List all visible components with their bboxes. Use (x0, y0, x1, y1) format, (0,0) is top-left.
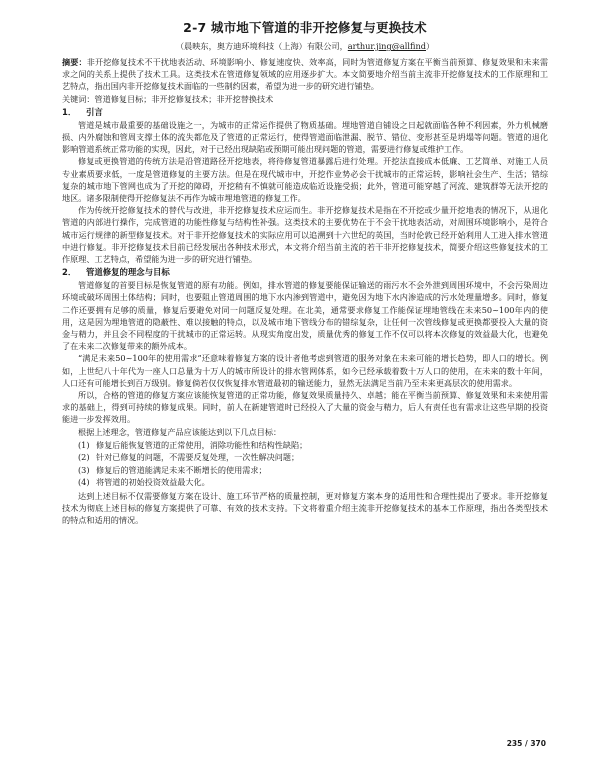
list-item (78, 464, 548, 476)
list-item-number: (2) (78, 452, 90, 463)
section-1-heading (62, 106, 548, 119)
section-2-heading (62, 266, 548, 279)
paragraph: “满足未来50~100年的使用需求”还意味着修复方案的设计者他考虑到管道的服务对象在未来可能的增长趋势，即人口的增长。例如，上世纪八十年代为一座人口总量为十万人的城市所设计的排水管网体系，如今已经承载着数十万人口的使用，在未来的数十年间，人口还有可能增长到百万级别。修复倘若仅仅恢复排水管道最初的输送能力，显然无法满足当前乃至未来更高层次的使用需求。 (62, 353, 548, 388)
list-item-number: (4) (78, 477, 90, 488)
section-2-title: 管道修复的理念与目标 (86, 267, 170, 278)
paper-title: 2-7 城市地下管道的非开挖修复与更换技术 (183, 20, 427, 35)
section-2-number: 2． (62, 267, 77, 278)
list-item-text: 修复后的管道能满足未来不断增长的使用需求； (96, 464, 267, 475)
list-item (78, 451, 548, 463)
list-item-text: 针对已修复的问题，不需要反复处理，一次性解决问题； (96, 452, 300, 463)
paragraph: 管道修复的首要目标是恢复管道的原有功能。例如，排水管道的修复要能保证输送的雨污水不会外泄到周围环境中，不会污染周边环境或破坏周围土体结构；同时，也要阻止管道周围的地下水内渗到管道中，避免因为地下水内渗造成的污水处理量增多。同时，修复二作还要拥有足够的质量，修复后要避免对同一问题反复处理。在北美，通常要求修复工作能保证埋地管线在未来50~100年内的使用，这是因为埋地管道的隐蔽性、难以接触的特点，以及城市地下管线分布的错综复杂，让任何一次管线修复或更换都要投入大量的资金与精力，并且会不同程度的干扰城市的正常运转。从现实角度出发，质量优秀的修复工作不仅可以将本次修复的效益最大化，也避免了在未来二次修复带来的额外成本。 (62, 280, 548, 352)
goal-list (78, 439, 548, 489)
list-item-number: (1) (78, 439, 90, 450)
paragraph: 管道是城市最重要的基础设施之一，为城市的正常运作提供了物质基础。埋地管道自铺设之日起就面临各种不利因素，外力机械磨损、内外腐蚀和管周支撑土体的流失都危及了管道的正常运行，使得管道面临泄漏、脱节、错位、变形甚至是坍塌等问题。管道的退化影响管道系统正常功能的实现，因此，对于已经出现缺陷或预期可能出现问题的管道，需要进行修复或维护工作。 (62, 119, 548, 155)
paragraph: 作为传统开挖修复技术的替代与改进，非开挖修复技术应运而生。非开挖修复技术是指在不开挖或少量开挖地表的情况下，从退化管道的内部进行操作，完成管道的功能性修复与结构性补强。这类技术的主要优势在于不会干扰地表活动，对周围环境影响小，是符合城市运行规律的新型修复技术。对于非开挖修复技术的实际应用可以追溯到十六世纪的英国，当时伦敦已经开始利用人工进入排水管道中进行修复。非开挖修复技术目前已经发展出各种技术形式，本文将介绍当前主流的若干非开挖修复技术，简要介绍这些修复技术的工作原理、工艺特点，希望能为进一步的研究进行铺垫。 (62, 205, 548, 265)
list-item-number: (3) (78, 464, 90, 475)
list-item-text: 修复后能恢复管道的正常使用，消除功能性和结构性缺陷； (96, 439, 308, 450)
list-item (78, 439, 548, 451)
list-item (78, 476, 548, 488)
abstract (62, 56, 548, 93)
paragraph: 根据上述理念，管道修复产品应该能达到以下几点目标： (78, 426, 282, 437)
author-name-org: 晨映东，奥方迪环境科技（上海）有限公司， (184, 41, 348, 51)
author-email-link[interactable]: arthur.jing@allfind (347, 41, 426, 51)
keywords-label: 关键词： (62, 93, 95, 104)
section-1-number: 1． (62, 106, 77, 117)
section-1-title: 引言 (86, 106, 103, 117)
paper-page (62, 18, 548, 526)
abstract-label: 摘要： (62, 57, 87, 67)
list-item-text: 将管道的初始投资效益最大化。 (96, 477, 210, 488)
keywords (62, 93, 548, 105)
author-close-paren: ） (425, 41, 435, 51)
paragraph: 达到上述目标不仅需要修复方案在设计、施工环节严格的质量控制，更对修复方案本身的适用性和合理性提出了要求。非开挖修复技术为彻底上述目标的修复方案提供了可靠、有效的技术支持。下文将着重介绍主流非开挖修复技术的基本工作原理，指出各类型技术的特点和适用的情况。 (62, 490, 548, 525)
author-open-paren: （ (175, 41, 185, 51)
author-line (62, 41, 548, 52)
abstract-text: 非开挖修复技术不干扰地表活动、环境影响小、修复速度快、效率高，同时为管道修复方案在平衡当前预算、修复效果和未来需求之间的关系上提供了技术工具。这类技术在管道修复领域的应用逐步扩大。本文简要地介绍当前主流非开挖修复技术的工作原理和工艺特点，指出国内非开挖修复技术面临的一些制约因素，希望为进一步的研究进行铺垫。 (62, 57, 548, 92)
paragraph: 修复或更换管道的传统方法是沿管道路径开挖地表，将待修复管道暴露后进行处理。开挖法直接成本低廉、工艺简单、对施工人员专业素质要求低，一度是管道修复的主要方法。但是在现代城市中，开挖作业势必会干扰城市的正常运转，影响社会生产、生活；错综复杂的城市地下管网也成为了开挖的障碍，开挖稍有不慎就可能造成临近设施受损；此外，管道可能穿越了河流、建筑群等无法开挖的地区。诸多限制使得开挖修复法不再作为城市埋地管道的修复工作。 (62, 156, 548, 204)
paragraph: 所以，合格的管道的修复方案应该能恢复管道的正常功能，修复效果质量持久、卓越；能在平衡当前预算、修复效果和未来使用需求的基础上，得到可持续的修复成果。同时，前人在新建管道时已经投入了大量的资金与精力，后人有责任也有需求让这些早期的投资能进一步发挥效用。 (62, 390, 548, 425)
page-number: 235 / 370 (506, 739, 546, 748)
keywords-text: 管道修复目标；非开挖修复技术；非开挖替换技术 (94, 93, 274, 104)
